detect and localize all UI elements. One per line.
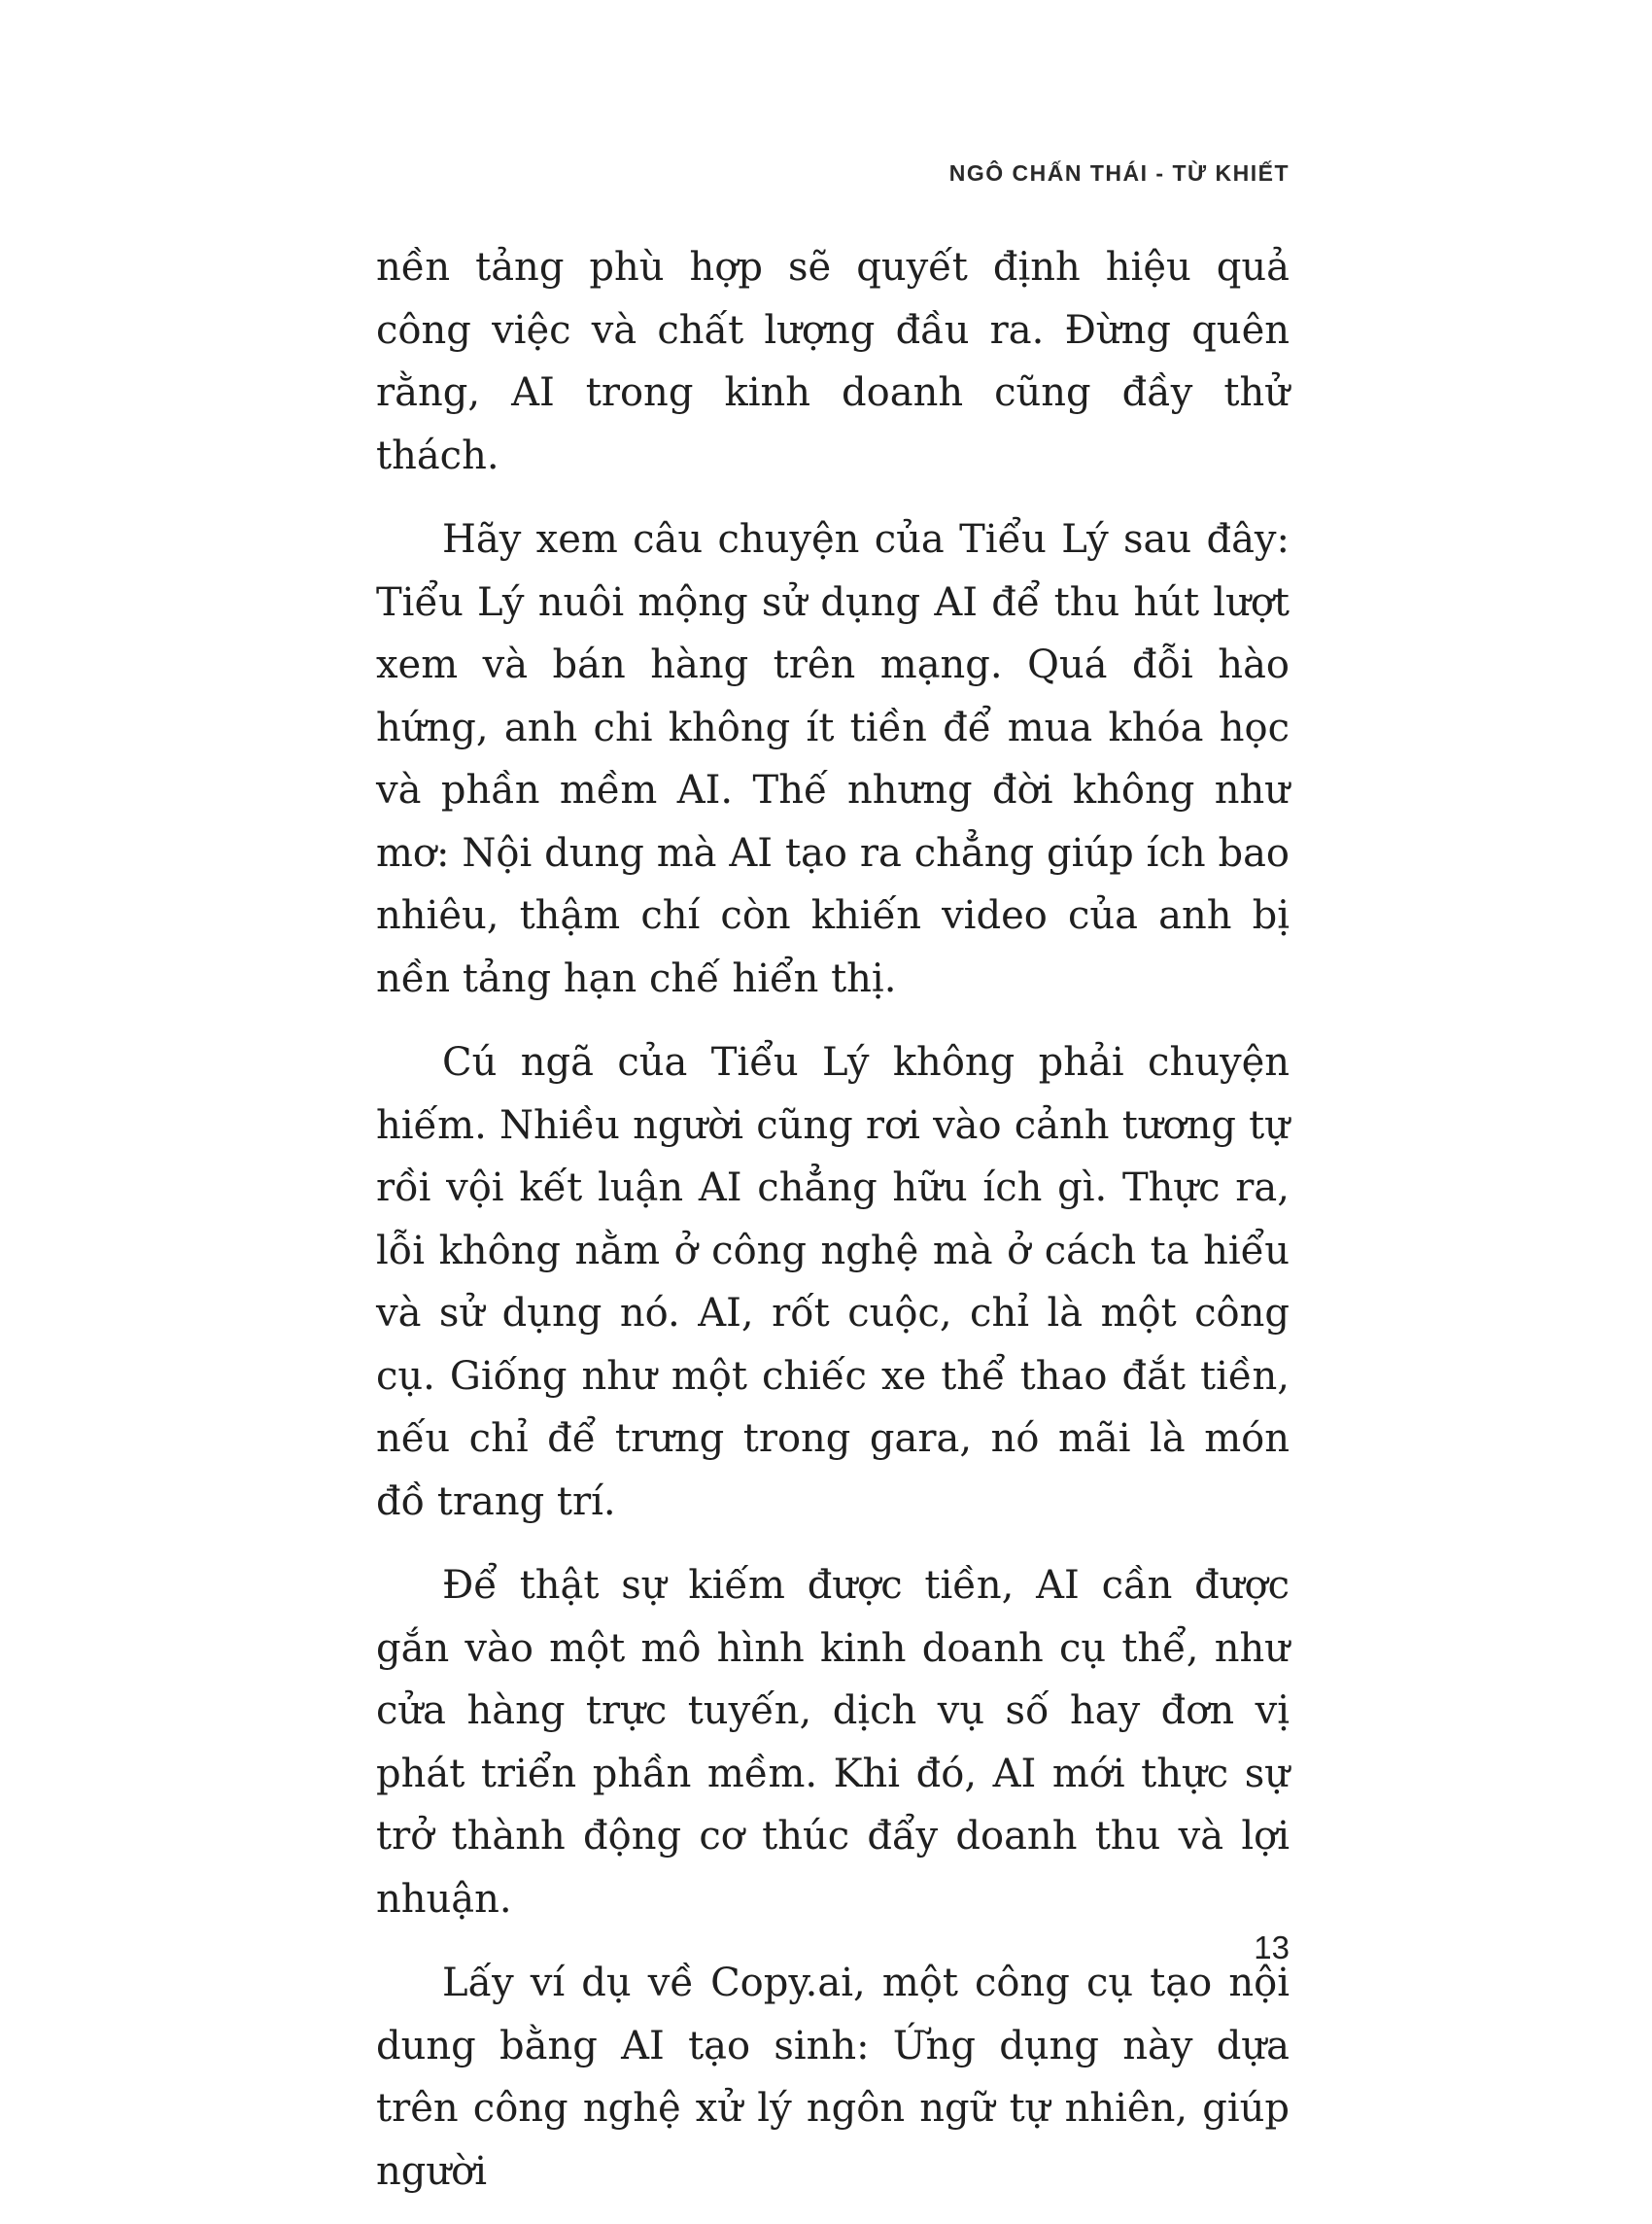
body-text [376, 236, 1290, 2224]
paragraph-3: Cú ngã của Tiểu Lý không phải chuyện hiếm. Nhiều người cũng rơi vào cảnh tương tự rồi vội kết luận AI chẳng hữu ích gì. Thực ra, lỗi không nằm ở công nghệ mà ở cách ta hiểu và sử dụng nó. AI, rốt cuộc, chỉ là một công cụ. Giống như một chiếc xe thể thao đắt tiền, nếu chỉ để trưng trong gara, nó mãi là món đồ trang trí. [376, 1040, 1290, 1524]
paragraph-1: nền tảng phù hợp sẽ quyết định hiệu quả công việc và chất lượng đầu ra. Đừng quên rằng, AI trong kinh doanh cũng đầy thử thách. [376, 245, 1290, 478]
paragraph-2: Hãy xem câu chuyện của Tiểu Lý sau đây: Tiểu Lý nuôi mộng sử dụng AI để thu hút lượt xem và bán hàng trên mạng. Quá đỗi hào hứng, anh chi không ít tiền để mua khóa học và phần mềm AI. Thế nhưng đời không như mơ: Nội dung mà AI tạo ra chẳng giúp ích bao nhiêu, thậm chí còn khiến video của anh bị nền tảng hạn chế hiển thị. [376, 517, 1290, 1001]
page-number: 13 [1254, 1929, 1290, 1965]
running-header: NGÔ CHẤN THÁI - TỪ KHIẾT [948, 160, 1290, 186]
paragraph-5: Lấy ví dụ về Copy.ai, một công cụ tạo nội dung bằng AI tạo sinh: Ứng dụng này dựa trên công nghệ xử lý ngôn ngữ tự nhiên, giúp người [376, 1961, 1290, 2194]
paragraph-4: Để thật sự kiếm được tiền, AI cần được gắn vào một mô hình kinh doanh cụ thể, như cửa hàng trực tuyến, dịch vụ số hay đơn vị phát triển phần mềm. Khi đó, AI mới thực sự trở thành động cơ thúc đẩy doanh thu và lợi nhuận. [376, 1563, 1290, 1922]
